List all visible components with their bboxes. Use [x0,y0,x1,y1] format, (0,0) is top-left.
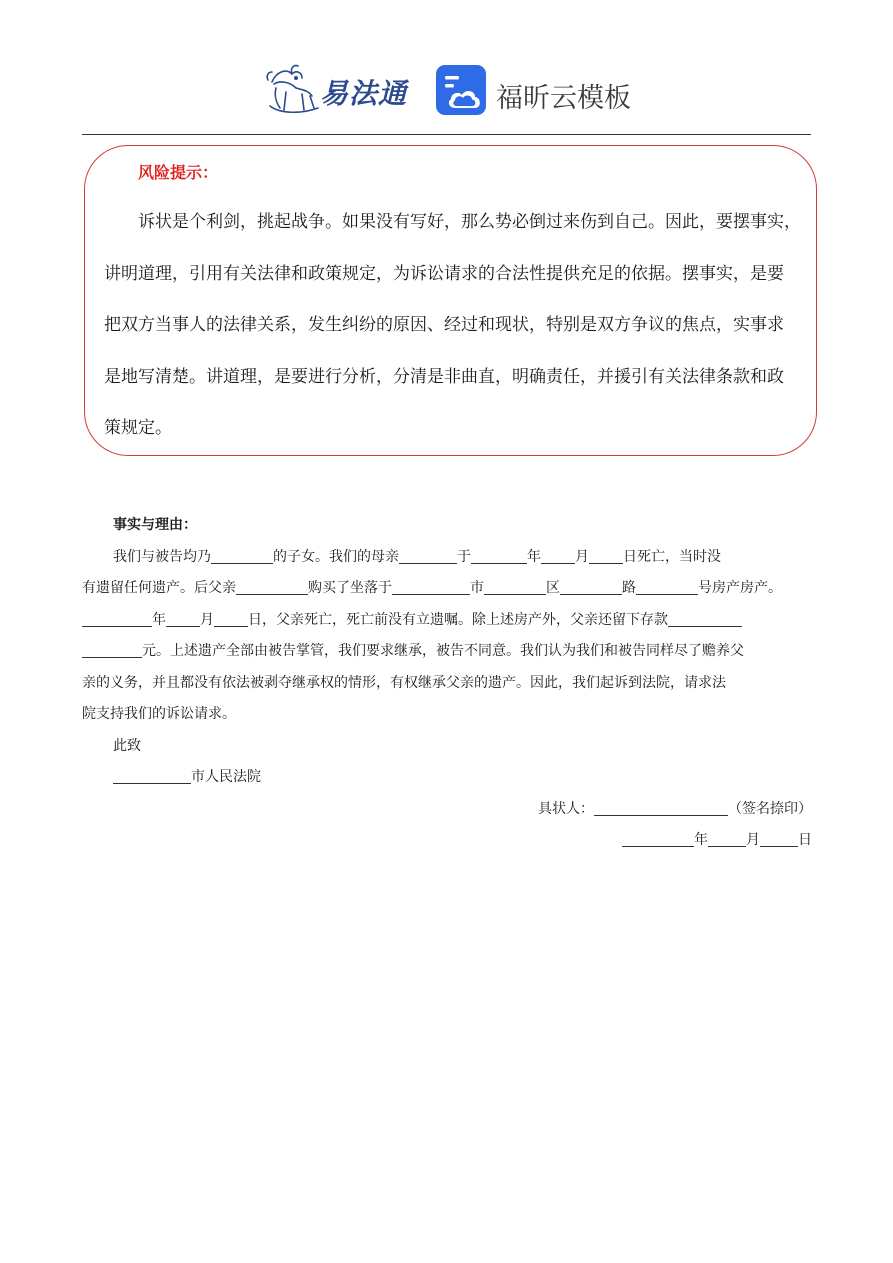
text: 日死亡，当时没 [623,548,721,565]
date-year-label: 年 [694,832,708,848]
blank-father-death-year[interactable] [82,612,152,627]
risk-notice-text [104,197,801,455]
signer-label: 具状人： [538,800,594,817]
text: 我们与被告均乃 [113,548,211,565]
court-line [82,762,812,794]
yifatong-brand-text: 易法通 [320,77,408,110]
body-line-1 [82,542,812,574]
body-line-2 [82,573,812,605]
date-day-label: 日 [798,832,812,848]
blank-deposit-amount[interactable] [668,612,742,627]
body-line-3 [82,605,812,637]
date-line [82,825,812,857]
blank-house-number[interactable] [636,580,698,595]
text: 购买了坐落于 [308,580,392,596]
risk-line: 是地写清楚。讲道理，是要进行分析，分清是非曲直，明确责任，并援引有关法律条款和政 [104,366,784,387]
risk-line: 把双方当事人的法律关系，发生纠纷的原因、经过和现状，特别是双方争议的焦点，实事求 [104,315,784,335]
text: 日，父亲死亡，死亡前没有立遗嘱。除上述房产外，父亲还留下存款 [248,611,668,628]
text: 年 [152,611,166,628]
court-suffix: 市人民法院 [191,769,261,785]
text: 号房产房产。 [698,580,782,596]
text: 的子女。我们的母亲 [273,548,399,565]
complaint-body [82,510,812,857]
blank-purchase-time[interactable] [236,580,308,595]
blank-deposit-amount-cont[interactable] [82,643,142,658]
section-title: 事实与理由： [113,517,197,533]
fuxin-logo [435,64,645,118]
blank-death-month[interactable] [541,549,575,564]
blank-death-day[interactable] [589,549,623,564]
risk-line: 策规定。 [104,418,172,438]
signer-note: （签名捺印） [728,800,812,817]
text: 于 [457,548,471,565]
blank-court-city[interactable] [113,769,191,784]
blank-sign-year[interactable] [622,832,694,847]
page-header [0,58,893,124]
date-month-label: 月 [746,832,760,848]
blank-children-of[interactable] [211,549,273,564]
header-divider [82,134,811,135]
risk-notice-title: 风险提示： [138,163,219,182]
qilin-icon [262,62,322,118]
text: 年 [527,548,541,565]
yifatong-logo [262,62,414,118]
fuxin-brand-text: 福昕云模板 [496,83,631,114]
text: 有遗留任何遗产。后父亲 [82,580,236,596]
text: 月 [575,548,589,565]
text: 元。上述遗产全部由被告掌管，我们要求继承，被告不同意。我们认为我们和被告同样尽了赡养父 [142,643,744,659]
blank-death-year[interactable] [471,549,527,564]
body-line-4 [82,636,812,668]
blank-mother-name[interactable] [399,549,457,564]
risk-line: 讲明道理，引用有关法律和政策规定，为诉讼请求的合法性提供充足的依据。摆事实，是要 [104,263,784,284]
blank-district[interactable] [484,580,546,595]
blank-signer-name[interactable] [594,801,728,816]
blank-sign-day[interactable] [760,832,798,847]
blank-city[interactable] [392,580,470,595]
text: 月 [200,611,214,628]
signer-line [82,794,812,826]
blank-father-death-day[interactable] [214,612,248,627]
blank-road[interactable] [560,580,622,595]
blank-father-death-month[interactable] [166,612,200,627]
cloud-template-icon [435,64,489,118]
text: 区 [546,580,560,596]
body-line-6: 院支持我们的诉讼请求。 [82,706,236,722]
risk-line: 诉状是个利剑，挑起战争。如果没有写好，那么势必倒过来伤到自己。因此，要摆事实， [138,212,801,232]
body-line-5: 亲的义务，并且都没有依法被剥夺继承权的情形，有权继承父亲的遗产。因此，我们起诉到法院，请求法 [82,674,726,691]
text: 路 [622,580,636,596]
text: 市 [470,580,484,596]
salutation: 此致 [113,737,141,754]
blank-sign-month[interactable] [708,832,746,847]
